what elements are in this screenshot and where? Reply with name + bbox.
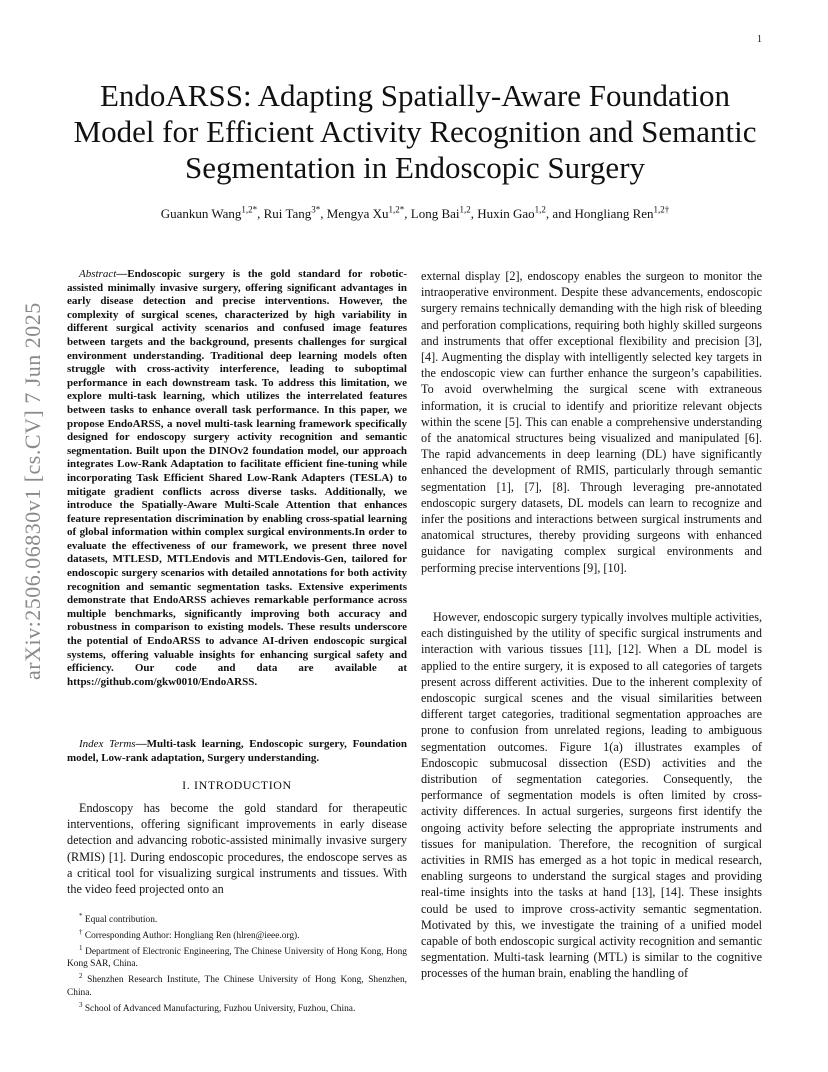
introduction-paragraph: Endoscopy has become the gold standard for therapeutic interventions, offering significant improvements in early disease detection and advancing robotic-assisted minimally invasive surgery (RMIS) [1]. During endoscopic procedures, the endoscope serves as a critical tool for visualizing surgical instruments and tissues. With the video feed projected onto an [67,801,407,897]
abstract-label: Abstract [79,268,117,280]
abstract-text: —Endoscopic surgery is the gold standard for robotic-assisted minimally invasive surgery, offering significant advantages in early disease detection and precise interventions. However, the complexity of surgical scenes, characterized by high variability in different surgical activity scenarios and confused image features between targets and the background, presents challenges for surgical environment understanding. Traditional deep learning models often struggle with cross-activity interference, leading to suboptimal performance in each downstream task. To address this limitation, we explore multi-task learning, which utilizes the interrelated features between tasks to enhance overall task performance. In this paper, we propose EndoARSS, a novel multi-task learning framework specifically designed for endoscopy surgery activity recognition and semantic segmentation. Built upon the DINOv2 foundation model, our approach integrates Low-Rank Adaptation to facilitate efficient fine-tuning while incorporating Task Efficient Shared Low-Rank Adapters (TESLA) to mitigate gradient conflicts across diverse tasks. Additionally, we introduce the Spatially-Aware Multi-Scale Attention that enhances feature representation discrimination by enabling cross-spatial learning of global information within complex surgical environments.In order to evaluate the effectiveness of our framework, we present three novel datasets, MTLESD, MTLEndovis and MTLEndovis-Gen, tailored for endoscopic surgery scenarios with detailed annotations for both activity recognition and semantic segmentation tasks. Extensive experiments demonstrate that EndoARSS achieves remarkable performance across multiple benchmarks, significantly improving both accuracy and robustness in comparison to existing models. These results underscore the potential of EndoARSS to advance AI-driven endoscopic surgical systems, offering valuable insights for enhancing surgical safety and efficiency. Our code and data are available at https://github.com/gkw0010/EndoARSS. [67,268,407,688]
footnote: $^2$ Shenzhen Research Institute, The Chinese University of Hong Kong, Shenzhen, China. [67,972,407,998]
index-terms-text: —Multi-task learning, Endoscopic surgery, Foundation model, Low-rank adaptation, Surgery understanding. [67,738,407,764]
author: Huxin Gao$^{1,2}$, and [477,205,575,222]
section-heading-introduction: I. INTRODUCTION [182,778,292,792]
author: Hongliang Ren$^{1,2\dagger}$ [574,205,670,222]
footnote: * Equal contribution. [79,912,158,926]
body-paragraph: external display [2], endoscopy enables the surgeon to monitor the intraoperative environment. Despite these advancements, endoscopic surgery remains technically demanding with the high risk of bleeding and perforation complications, requiring both highly skilled surgeons and instruments that offer exceptional flexibility and precision [3], [4]. Augmenting the display with intelligently selected key targets in the endoscopic view can further enhance the surgeon’s capabilities. To avoid overwhelming the surgical scene with extraneous information, it is crucial to identify and prioritize relevant objects within the scene [5]. This can enable a comprehensive understanding of the anatomical structures being visualized and manipulated [6]. The rapid advancements in deep learning (DL) have significantly enhanced the development of RMIS, particularly through semantic segmentation [1], [7], [8]. Through leveraging pre-annotated endoscopic surgery datasets, DL models can learn to recognize and infer the positions and interactions between surgical instruments and anatomical structures, thereby providing surgeons with enhanced guidance for navigating complex surgical environments and performing precise interventions [9], [10]. [421,269,762,575]
author: Mengya $Xu^{1,2*}$, [326,205,411,222]
page-number: 1 [757,34,762,45]
author: Guankun Wang$^{1,2*}$, [160,205,264,222]
footnote: $^1$ Department of Electronic Engineering, The Chinese University of Hong Kong, Hong Kong SAR, China. [67,944,407,970]
footnote: † Corresponding Author: Hongliang Ren (hlren@ieee.org). [79,928,300,942]
paper-title: EndoARSS: Adapting Spatially-Aware Foundation Model for Efficient Activity Recognition and Semantic Segmentation in Endoscopic Surgery [73,78,757,185]
footnote: $^3$ School of Advanced Manufacturing, Fuzhou University, Fuzhou, China. [79,1000,356,1014]
body-paragraph: However, endoscopic surgery typically involves multiple activities, each distinguished by the utility of specific surgical instruments and interaction with various tissues [11], [12]. When a DL model is applied to the entire surgery, it is exposed to all categories of targets present across different activities. Due to the inherent complexity of endoscopic surgical scenes and the visual similarities between different target categories, traditional segmentation approaches are prone to confusion from unrelated regions, leading to ambiguous segmentation outcomes. Figure 1(a) illustrates examples of Endoscopic submucosal dissection (ESD) activities and the distribution of segmentation categories. Consequently, the performance of segmentation models is often limited by cross-activity differences. In actual surgeries, surgeons first identify the ongoing activity before selecting the appropriate instruments and tissues for manipulation. Therefore, the recognition of surgical activities in RMIS has emerged as a hot topic in medical research, enabling surgeons to understand the surgical stages and providing real-time insights into the tasks at hand [13], [14]. These insights could be used to improve cross-activity semantic segmentation. Motivated by this, we investigate the training of a unified model capable of both endoscopic surgical activity recognition and semantic segmentation. Multi-task learning (MTL) is similar to the cognitive processes of the human brain, enabling the handling of [421,610,762,981]
author: Rui Tang$^{3*}$, [263,205,327,222]
author: Long Bai$^{1,2}$, [410,205,478,222]
arxiv-identifier-stamp: arXiv:2506.06830v1 [cs.CV] 7 Jun 2025 [20,302,45,680]
index-terms [67,738,407,765]
abstract [67,268,407,689]
index-terms-label: Index Terms [79,738,136,750]
author-list [60,205,770,222]
footnotes [67,910,407,1015]
